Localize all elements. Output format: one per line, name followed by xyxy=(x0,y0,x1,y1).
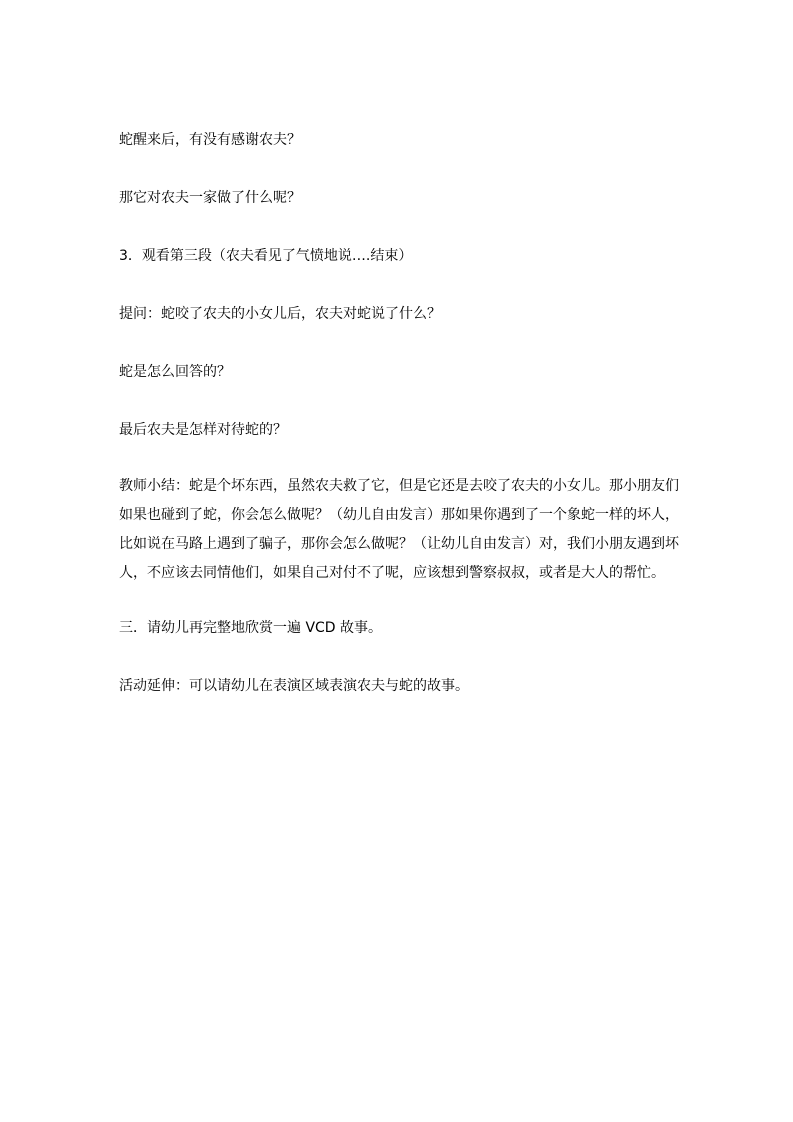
document-body xyxy=(119,128,679,732)
teacher-summary-line: 人，不应该去同情他们，如果自己对付不了呢，应该想到警察叔叔，或者是大人的帮忙。 xyxy=(119,565,665,581)
teacher-summary-line: 如果也碰到了蛇，你会怎么做呢？（幼儿自由发言）那如果你遇到了一个象蛇一样的坏人， xyxy=(119,507,679,523)
teacher-summary-line: 比如说在马路上遇到了骗子，那你会怎么做呢？（让幼儿自由发言）对，我们小朋友遇到坏 xyxy=(119,536,679,552)
question-farmer-said: 提问：蛇咬了农夫的小女儿后，农夫对蛇说了什么？ xyxy=(119,306,441,322)
teacher-summary-line: 教师小结：蛇是个坏东西，虽然农夫救了它，但是它还是去咬了农夫的小女儿。那小朋友们 xyxy=(119,478,679,494)
section-three-heading: 三．请幼儿再完整地欣赏一遍 VCD 故事。 xyxy=(119,620,383,636)
question-thank-farmer: 蛇醒来后，有没有感谢农夫？ xyxy=(119,132,301,148)
step-watch-part-three: 3．观看第三段（农夫看见了气愤地说….结束） xyxy=(119,248,413,264)
activity-extension: 活动延伸：可以请幼儿在表演区域表演农夫与蛇的故事。 xyxy=(119,678,469,694)
teacher-summary xyxy=(119,472,679,588)
question-snake-answer: 蛇是怎么回答的？ xyxy=(119,364,231,380)
question-what-did-snake-do: 那它对农夫一家做了什么呢？ xyxy=(119,190,301,206)
question-farmer-treatment: 最后农夫是怎样对待蛇的？ xyxy=(119,422,287,438)
